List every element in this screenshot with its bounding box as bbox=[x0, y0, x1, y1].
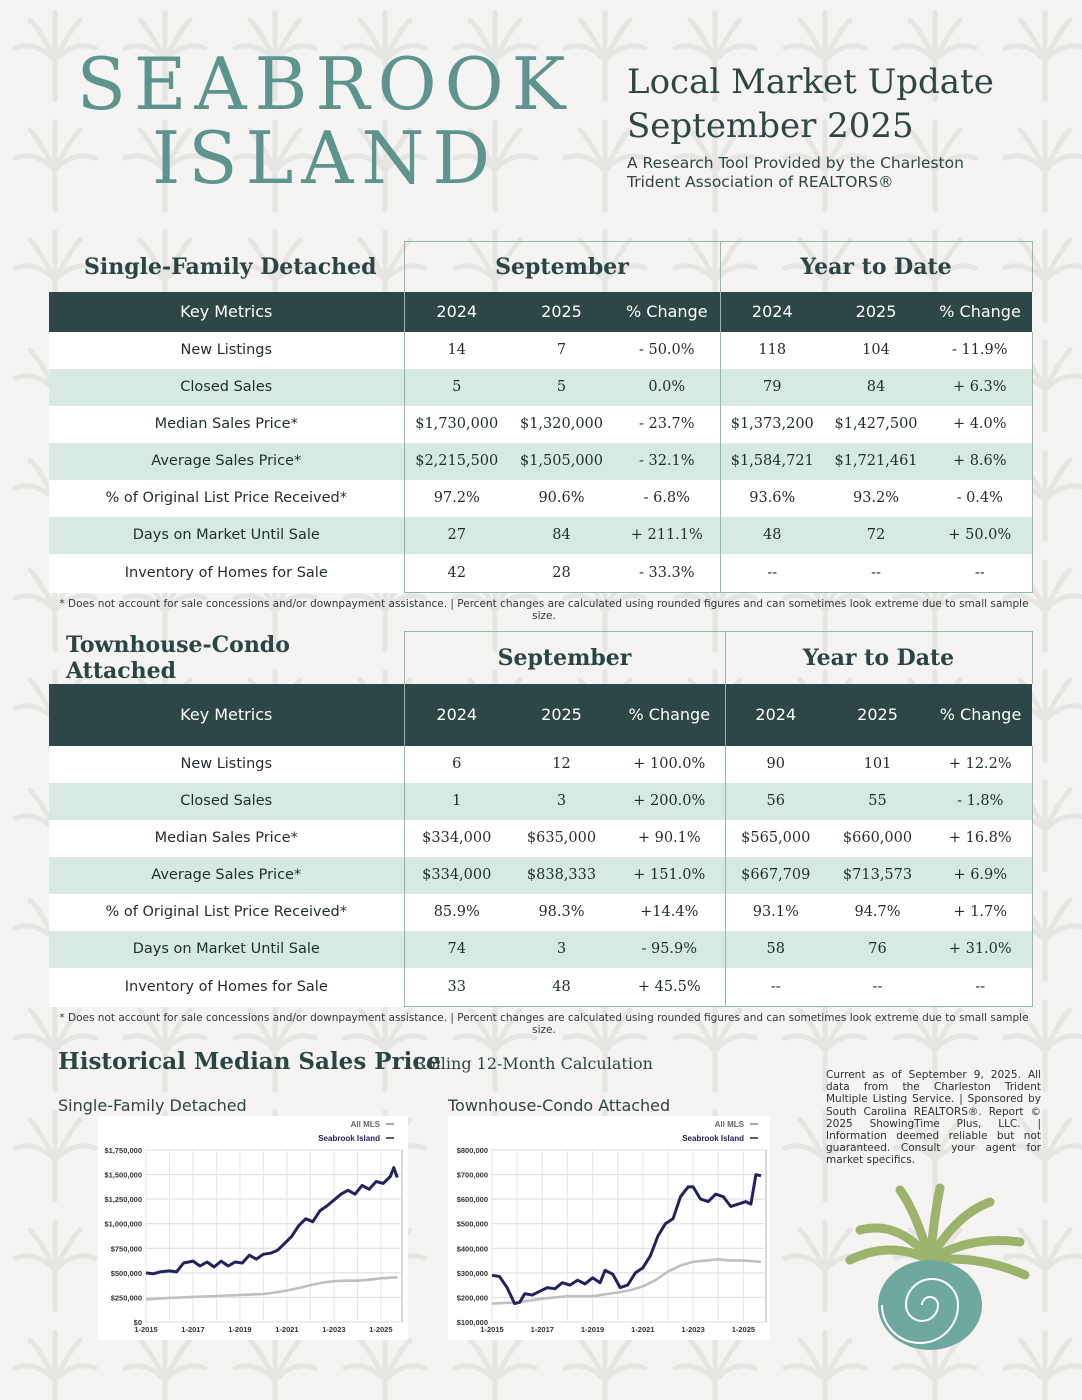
x-tick-label: 1-2015 bbox=[480, 1325, 504, 1334]
townhouse-price-chart bbox=[448, 1116, 770, 1340]
history-subtitle: Rolling 12-Month Calculation bbox=[414, 1054, 653, 1073]
metric-value: 84 bbox=[509, 517, 614, 554]
y-tick-label: $200,000 bbox=[456, 1293, 488, 1303]
metric-value: $838,333 bbox=[509, 857, 614, 894]
metric-value: + 16.8% bbox=[929, 820, 1032, 857]
metric-value: 5 bbox=[509, 369, 614, 406]
single-family-table bbox=[49, 241, 1033, 593]
single-family-group-month: September bbox=[404, 242, 720, 292]
column-header: 2024 bbox=[720, 292, 824, 332]
metric-value: $1,730,000 bbox=[404, 406, 509, 443]
metric-value: 33 bbox=[404, 968, 509, 1007]
metric-label: Days on Market Until Sale bbox=[49, 931, 404, 968]
column-header: % Change bbox=[614, 684, 725, 746]
column-header: % Change bbox=[929, 684, 1032, 746]
y-tick-label: $1,250,000 bbox=[104, 1195, 142, 1205]
metric-value: 3 bbox=[509, 783, 614, 820]
metric-value: $1,584,721 bbox=[720, 443, 824, 480]
metric-value: -- bbox=[824, 554, 928, 593]
nautilus-palm-illustration bbox=[830, 1180, 1035, 1350]
y-tick-label: $500,000 bbox=[456, 1219, 488, 1229]
y-tick-label: $1,000,000 bbox=[104, 1219, 142, 1229]
metric-value: 90.6% bbox=[509, 480, 614, 517]
data-disclaimer: Current as of September 9, 2025. All data from the Charleston Trident Multiple Listing Service. | Sponsored by South Carolina REALTORS®. Report © 2025 ShowingTime Plus, LLC. | Information deemed reliable but not guaranteed. Consult your agent for market specifics. bbox=[826, 1069, 1041, 1167]
column-header: 2025 bbox=[826, 684, 929, 746]
x-tick-label: 1-2025 bbox=[369, 1325, 393, 1334]
column-header: 2025 bbox=[509, 292, 614, 332]
y-tick-label: $100,000 bbox=[456, 1318, 488, 1327]
metric-value: +14.4% bbox=[614, 894, 725, 931]
metric-value: $334,000 bbox=[404, 857, 509, 894]
metric-value: 56 bbox=[725, 783, 826, 820]
table-row bbox=[49, 443, 1032, 480]
x-tick-label: 1-2017 bbox=[181, 1325, 205, 1334]
metric-label: Inventory of Homes for Sale bbox=[49, 968, 404, 1007]
townhouse-title: Townhouse-Condo Attached bbox=[66, 631, 290, 684]
column-header: Key Metrics bbox=[49, 292, 404, 332]
y-tick-label: $1,750,000 bbox=[104, 1146, 142, 1155]
metric-value: 1 bbox=[404, 783, 509, 820]
metric-value: $565,000 bbox=[725, 820, 826, 857]
brand-logo bbox=[40, 42, 610, 200]
metric-value: $1,427,500 bbox=[824, 406, 928, 443]
y-tick-label: $700,000 bbox=[456, 1170, 488, 1180]
townhouse-footnote: * Does not account for sale concessions and/or downpayment assistance. | Percent changes are calculated using rounded figures and can sometimes look extreme due to small sample size. bbox=[59, 1012, 1029, 1036]
metric-value: + 12.2% bbox=[929, 746, 1032, 783]
metric-value: - 6.8% bbox=[614, 480, 720, 517]
metric-value: - 23.7% bbox=[614, 406, 720, 443]
report-subtitle bbox=[627, 154, 1067, 192]
x-tick-label: 1-2019 bbox=[228, 1325, 252, 1334]
metric-label: Closed Sales bbox=[49, 369, 404, 406]
metric-label: Average Sales Price* bbox=[49, 443, 404, 480]
table-row bbox=[49, 406, 1032, 443]
metric-label: Median Sales Price* bbox=[49, 820, 404, 857]
metric-value: + 100.0% bbox=[614, 746, 725, 783]
column-header: 2025 bbox=[824, 292, 928, 332]
table-row bbox=[49, 746, 1032, 783]
metric-value: + 8.6% bbox=[928, 443, 1032, 480]
metric-value: 14 bbox=[404, 332, 509, 369]
table-row bbox=[49, 820, 1032, 857]
report-subtitle-line-2: Trident Association of REALTORS® bbox=[627, 173, 894, 191]
metric-value: $2,215,500 bbox=[404, 443, 509, 480]
table-row bbox=[49, 894, 1032, 931]
metric-value: 90 bbox=[725, 746, 826, 783]
x-tick-label: 1-2025 bbox=[731, 1325, 756, 1334]
x-tick-label: 1-2023 bbox=[322, 1325, 346, 1334]
x-tick-label: 1-2023 bbox=[681, 1325, 705, 1334]
metric-value: 42 bbox=[404, 554, 509, 593]
x-tick-label: 1-2017 bbox=[530, 1325, 554, 1334]
brand-line-1: SEABROOK bbox=[76, 42, 574, 126]
metric-value: - 11.9% bbox=[928, 332, 1032, 369]
table-row bbox=[49, 480, 1032, 517]
column-header: 2025 bbox=[509, 684, 614, 746]
metric-value: + 6.9% bbox=[929, 857, 1032, 894]
metric-value: -- bbox=[928, 554, 1032, 593]
legend-label: Seabrook Island bbox=[682, 1134, 744, 1143]
metric-value: - 50.0% bbox=[614, 332, 720, 369]
column-header: 2024 bbox=[725, 684, 826, 746]
metric-value: 0.0% bbox=[614, 369, 720, 406]
legend-label: All MLS bbox=[350, 1120, 380, 1129]
townhouse-group-month: September bbox=[404, 632, 725, 684]
metric-label: Inventory of Homes for Sale bbox=[49, 554, 404, 593]
y-tick-label: $400,000 bbox=[456, 1244, 488, 1254]
y-tick-label: $600,000 bbox=[456, 1195, 488, 1205]
townhouse-group-ytd: Year to Date bbox=[725, 632, 1032, 684]
metric-value: 79 bbox=[720, 369, 824, 406]
metric-value: 76 bbox=[826, 931, 929, 968]
report-subtitle-line-1: A Research Tool Provided by the Charleston bbox=[627, 154, 964, 172]
metric-value: $660,000 bbox=[826, 820, 929, 857]
column-header: 2024 bbox=[404, 684, 509, 746]
metric-value: + 211.1% bbox=[614, 517, 720, 554]
x-tick-label: 1-2021 bbox=[631, 1325, 655, 1334]
metric-value: + 200.0% bbox=[614, 783, 725, 820]
metric-value: $1,373,200 bbox=[720, 406, 824, 443]
column-header: Key Metrics bbox=[49, 684, 404, 746]
metric-value: 84 bbox=[824, 369, 928, 406]
metric-value: + 90.1% bbox=[614, 820, 725, 857]
metric-value: 6 bbox=[404, 746, 509, 783]
metric-value: + 31.0% bbox=[929, 931, 1032, 968]
column-header: % Change bbox=[614, 292, 720, 332]
metric-value: $1,721,461 bbox=[824, 443, 928, 480]
y-tick-label: $800,000 bbox=[456, 1146, 488, 1155]
metric-value: $1,505,000 bbox=[509, 443, 614, 480]
table-row bbox=[49, 931, 1032, 968]
metric-value: 97.2% bbox=[404, 480, 509, 517]
metric-value: 118 bbox=[720, 332, 824, 369]
metric-label: % of Original List Price Received* bbox=[49, 894, 404, 931]
metric-value: - 33.3% bbox=[614, 554, 720, 593]
metric-label: Closed Sales bbox=[49, 783, 404, 820]
metric-label: Days on Market Until Sale bbox=[49, 517, 404, 554]
table-row bbox=[49, 554, 1032, 593]
y-tick-label: $750,000 bbox=[110, 1244, 142, 1254]
report-title-line-2: September 2025 bbox=[627, 106, 914, 146]
metric-value: 72 bbox=[824, 517, 928, 554]
metric-label: Median Sales Price* bbox=[49, 406, 404, 443]
metric-value: 48 bbox=[720, 517, 824, 554]
townhouse-table bbox=[49, 631, 1033, 1007]
metric-value: - 95.9% bbox=[614, 931, 725, 968]
metric-value: 101 bbox=[826, 746, 929, 783]
y-tick-label: $0 bbox=[133, 1318, 142, 1327]
table-row bbox=[49, 517, 1032, 554]
single-family-price-chart bbox=[98, 1116, 408, 1340]
metric-value: - 0.4% bbox=[928, 480, 1032, 517]
single-family-footnote: * Does not account for sale concessions and/or downpayment assistance. | Percent changes are calculated using rounded figures and can sometimes look extreme due to small sample size. bbox=[59, 598, 1029, 622]
metric-value: -- bbox=[826, 968, 929, 1007]
metric-value: 93.1% bbox=[725, 894, 826, 931]
table-row bbox=[49, 369, 1032, 406]
metric-value: 5 bbox=[404, 369, 509, 406]
metric-value: + 4.0% bbox=[928, 406, 1032, 443]
metric-value: - 32.1% bbox=[614, 443, 720, 480]
legend-label: All MLS bbox=[714, 1120, 744, 1129]
metric-value: + 6.3% bbox=[928, 369, 1032, 406]
metric-value: + 1.7% bbox=[929, 894, 1032, 931]
metric-value: 3 bbox=[509, 931, 614, 968]
y-tick-label: $250,000 bbox=[110, 1293, 142, 1303]
metric-value: -- bbox=[725, 968, 826, 1007]
metric-value: 28 bbox=[509, 554, 614, 593]
brand-line-2: ISLAND bbox=[151, 116, 499, 200]
metric-value: 27 bbox=[404, 517, 509, 554]
metric-value: $1,320,000 bbox=[509, 406, 614, 443]
metric-value: 85.9% bbox=[404, 894, 509, 931]
table-row bbox=[49, 857, 1032, 894]
x-tick-label: 1-2015 bbox=[134, 1325, 158, 1334]
metric-value: $635,000 bbox=[509, 820, 614, 857]
table-row bbox=[49, 968, 1032, 1007]
metric-value: 93.2% bbox=[824, 480, 928, 517]
metric-value: 98.3% bbox=[509, 894, 614, 931]
metric-value: + 151.0% bbox=[614, 857, 725, 894]
table-row bbox=[49, 783, 1032, 820]
report-title bbox=[627, 60, 1067, 148]
table-row bbox=[49, 332, 1032, 369]
metric-value: 104 bbox=[824, 332, 928, 369]
legend-label: Seabrook Island bbox=[318, 1134, 380, 1143]
metric-value: $334,000 bbox=[404, 820, 509, 857]
single-family-title: Single-Family Detached bbox=[84, 253, 377, 280]
metric-value: $667,709 bbox=[725, 857, 826, 894]
metric-label: New Listings bbox=[49, 332, 404, 369]
column-header: 2024 bbox=[404, 292, 509, 332]
metric-value: 94.7% bbox=[826, 894, 929, 931]
metric-value: 55 bbox=[826, 783, 929, 820]
y-tick-label: $500,000 bbox=[110, 1268, 142, 1278]
metric-value: + 45.5% bbox=[614, 968, 725, 1007]
y-tick-label: $300,000 bbox=[456, 1268, 488, 1278]
report-title-line-1: Local Market Update bbox=[627, 62, 994, 102]
chart-title-single-family: Single-Family Detached bbox=[58, 1096, 247, 1115]
x-tick-label: 1-2019 bbox=[580, 1325, 605, 1334]
metric-value: $713,573 bbox=[826, 857, 929, 894]
metric-value: 58 bbox=[725, 931, 826, 968]
report-header bbox=[627, 60, 1067, 192]
metric-value: + 50.0% bbox=[928, 517, 1032, 554]
metric-label: % of Original List Price Received* bbox=[49, 480, 404, 517]
x-tick-label: 1-2021 bbox=[275, 1325, 299, 1334]
metric-value: 7 bbox=[509, 332, 614, 369]
metric-value: - 1.8% bbox=[929, 783, 1032, 820]
metric-value: 74 bbox=[404, 931, 509, 968]
metric-value: 12 bbox=[509, 746, 614, 783]
metric-value: 48 bbox=[509, 968, 614, 1007]
y-tick-label: $1,500,000 bbox=[104, 1170, 142, 1180]
history-title: Historical Median Sales Price bbox=[58, 1048, 442, 1075]
single-family-group-ytd: Year to Date bbox=[720, 242, 1032, 292]
metric-value: -- bbox=[929, 968, 1032, 1007]
metric-value: -- bbox=[720, 554, 824, 593]
metric-label: New Listings bbox=[49, 746, 404, 783]
column-header: % Change bbox=[928, 292, 1032, 332]
metric-value: 93.6% bbox=[720, 480, 824, 517]
chart-title-townhouse: Townhouse-Condo Attached bbox=[448, 1096, 671, 1115]
metric-label: Average Sales Price* bbox=[49, 857, 404, 894]
